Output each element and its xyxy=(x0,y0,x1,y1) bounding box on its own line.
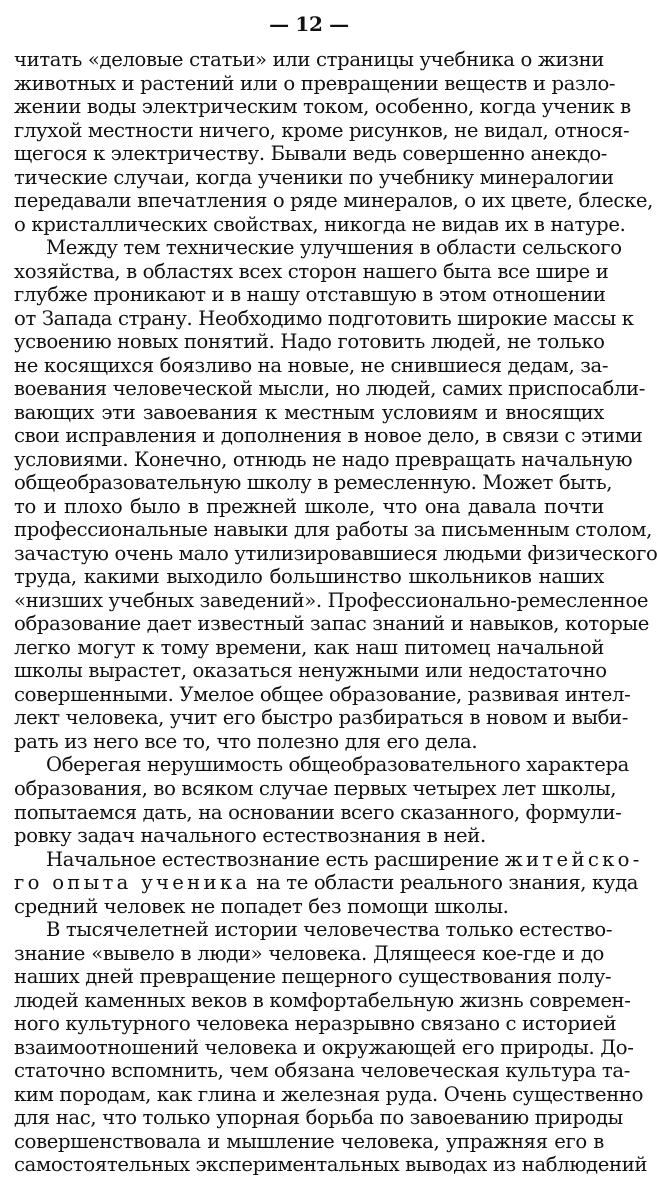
text-line: средний человек не попадет без помощи школы. xyxy=(14,894,509,918)
text-line: хозяйства, в областях всех сторон нашего быта все шире и xyxy=(14,259,609,283)
spaced-emphasis: житейско- xyxy=(504,847,643,871)
text-line: профессиональные навыки для работы за письменным столом, xyxy=(14,518,653,542)
page-number: — 12 — xyxy=(269,12,349,36)
text-line: Оберегая нерушимость общеобразовательного характера xyxy=(46,753,630,777)
text-line: «низших учебных заведений». Профессионально-ремесленное xyxy=(14,588,649,612)
text-line: о кристаллических свойствах, никогда не видав их в натуре. xyxy=(14,212,626,236)
text-line: В тысячелетней истории человечества только естество- xyxy=(46,918,613,942)
text-line: от Запада страну. Необходимо подготовить широкие массы к xyxy=(14,306,634,330)
text-line: лект человека, учит его быстро разбираться в новом и выби- xyxy=(14,706,628,730)
text-line: щегося к электричеству. Бывали ведь совершенно анекдо- xyxy=(14,142,608,166)
text-line: тические случаи, когда ученики по учебнику минералогии xyxy=(14,165,614,189)
text-line: взаимоотношений человека и окружающей его природы. До- xyxy=(14,1035,634,1059)
text-line: усвоению новых понятий. Надо готовить людей, не только xyxy=(14,330,605,354)
text-line: наших дней превращение пещерного существования полу- xyxy=(14,965,612,989)
text-line: для нас, что только упорная борьба по завоеванию природы xyxy=(14,1106,623,1130)
paragraph-4 xyxy=(14,847,643,919)
text-run: Начальное естествознание есть расширение xyxy=(46,847,505,871)
text-line: ким породам, как глина и железная руда. Очень существенно xyxy=(14,1082,644,1106)
paragraph-5 xyxy=(14,918,648,1177)
text-line: свои исправления и дополнения в новое дело, в связи с этими xyxy=(14,424,643,448)
text-line: воевания человеческой мысли, но людей, самих приспосабли- xyxy=(14,377,646,401)
text-line: жении воды электрическим током, особенно, когда ученик в xyxy=(14,95,631,119)
text-line: глубже проникают и в нашу отставшую в этом отношении xyxy=(14,283,606,307)
text-line: школы вырастет, оказаться ненужными или недостаточно xyxy=(14,659,607,683)
spaced-emphasis: го опыта ученика xyxy=(14,871,251,895)
text-line: образование дает известный запас знаний и навыков, которые xyxy=(14,612,649,636)
text-line: ровку задач начального естествознания в ней. xyxy=(14,824,486,848)
text-line: животных и растений или о превращении веществ и разло- xyxy=(14,71,616,95)
text-line: знание «вывело в люди» человека. Длящееся кое-где и до xyxy=(14,941,604,965)
text-line: вающих эти завоевания к местным условиям и вносящих xyxy=(14,400,604,424)
text-line: попытаемся дать, на основании всего сказанного, формули- xyxy=(14,800,622,824)
text-line: зачастую очень мало утилизировавшиеся людьми физического xyxy=(14,541,657,565)
text-line: людей каменных веков в комфортабельную жизнь современ- xyxy=(14,988,631,1012)
book-page xyxy=(14,6,657,1177)
text-line xyxy=(14,847,643,872)
text-line: общеобразовательную школу в ремесленную. Может быть, xyxy=(14,471,613,495)
text-line: передавали впечатления о ряде минералов, о их цвете, блеске, xyxy=(14,189,653,213)
text-line: труда, какими выходило большинство школьников наших xyxy=(14,565,604,589)
text-line: самостоятельных экспериментальных выводах из наблюдений xyxy=(14,1153,648,1177)
text-line: не косящихся боязливо на новые, не снившиеся дедам, за- xyxy=(14,353,609,377)
text-line: читать «деловые статьи» или страницы учебника о жизни xyxy=(14,48,604,71)
text-line: совершенными. Умелое общее образование, развивая интел- xyxy=(14,682,631,706)
text-line: условиями. Конечно, отнюдь не надо превращать начальную xyxy=(14,447,633,471)
text-line: совершенствовала и мышление человека, упражняя его в xyxy=(14,1129,604,1153)
text-line: ного культурного человека неразрывно связано с историей xyxy=(14,1012,617,1036)
text-run: на те области реального знания, куда xyxy=(250,871,639,895)
paragraph-3 xyxy=(14,753,630,848)
text-line: Между тем технические улучшения в области сельского xyxy=(46,236,622,260)
text-line: рать из него все то, что полезно для его дела. xyxy=(14,729,478,753)
text-line xyxy=(14,871,639,895)
text-line: легко могут к тому времени, как наш питомец начальной xyxy=(14,635,604,659)
text-line: статочно вспомнить, чем обязана человеческая культура та- xyxy=(14,1059,631,1083)
text-line: глухой местности ничего, кроме рисунков, не видал, относя- xyxy=(14,118,630,142)
text-line: образования, во всяком случае первых четырех лет школы, xyxy=(14,776,617,800)
paragraph-2 xyxy=(14,236,657,753)
paragraph-1 xyxy=(14,48,653,236)
text-line: то и плохо было в прежней школе, что она давала почти xyxy=(14,494,604,518)
